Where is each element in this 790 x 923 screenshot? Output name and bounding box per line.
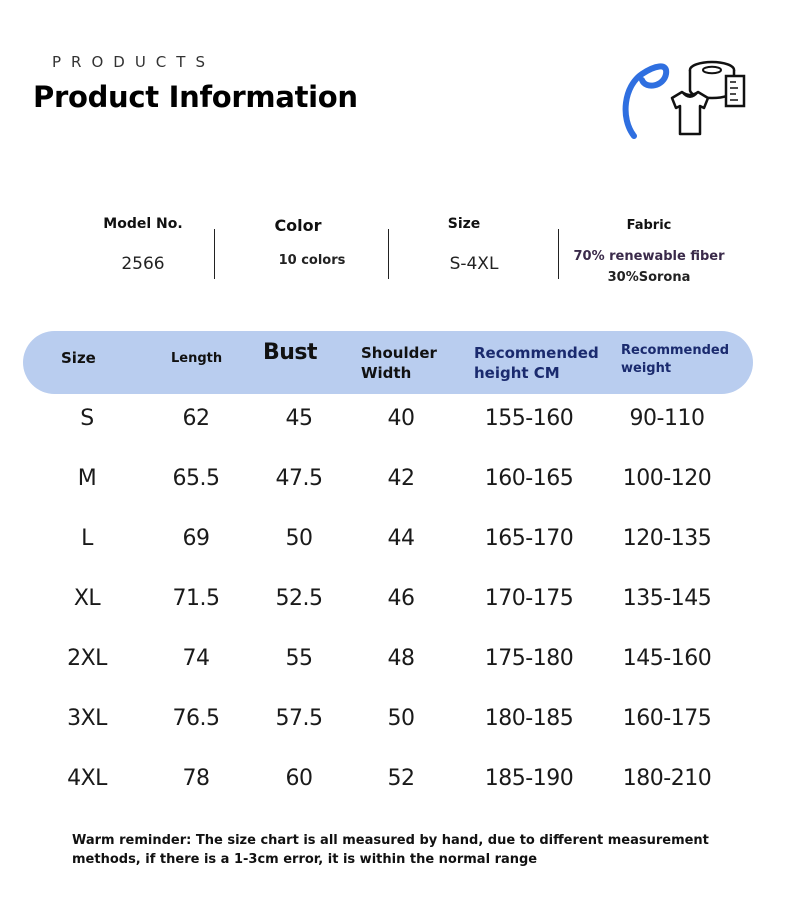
- cell-recommended-height: 175-180: [484, 646, 574, 671]
- column-header-weight-line1: Recommended: [621, 343, 730, 358]
- spec-fabric-line2: 30%Sorona: [607, 270, 691, 285]
- spec-color-label: Color: [274, 216, 322, 235]
- cell-recommended-weight: 160-175: [622, 706, 712, 731]
- spec-color-value: 10 colors: [278, 253, 346, 268]
- cell-size: XL: [73, 586, 101, 611]
- cell-size: 2XL: [67, 646, 107, 671]
- cell-shoulder-width: 42: [387, 466, 415, 491]
- cell-shoulder-width: 44: [387, 526, 415, 551]
- cell-length: 76.5: [172, 706, 220, 731]
- cell-recommended-height: 180-185: [484, 706, 574, 731]
- warm-reminder-line2: methods, if there is a 1-3cm error, it is within the normal range: [72, 852, 538, 867]
- cell-length: 74: [182, 646, 210, 671]
- cell-size: 3XL: [67, 706, 107, 731]
- spec-fabric-line1: 70% renewable fiber: [573, 249, 725, 264]
- column-header-weight-line2: weight: [621, 361, 672, 376]
- cell-shoulder-width: 52: [387, 766, 415, 791]
- cell-recommended-weight: 180-210: [622, 766, 712, 791]
- cell-bust: 55: [285, 646, 313, 671]
- spec-divider: [558, 229, 559, 279]
- tshirt-measuring-tape-icon: [620, 48, 750, 143]
- cell-size: M: [77, 466, 97, 491]
- column-header-bust: Bust: [263, 340, 318, 365]
- spec-model-label: Model No.: [103, 216, 183, 232]
- column-header-shoulder-line1: Shoulder: [361, 344, 437, 362]
- section-eyebrow: PRODUCTS: [52, 53, 215, 71]
- column-header-weight: [621, 342, 729, 378]
- cell-length: 78: [182, 766, 210, 791]
- cell-length: 69: [182, 526, 210, 551]
- cell-shoulder-width: 50: [387, 706, 415, 731]
- column-header-height-line2: height CM: [474, 364, 560, 382]
- cell-recommended-weight: 90-110: [629, 406, 705, 431]
- warm-reminder-note: [72, 831, 742, 869]
- warm-reminder-line1: Warm reminder: The size chart is all measured by hand, due to different measurement: [72, 833, 709, 848]
- spec-color: [243, 216, 353, 268]
- column-header-length: Length: [171, 351, 223, 366]
- cell-recommended-height: 165-170: [484, 526, 574, 551]
- cell-recommended-weight: 135-145: [622, 586, 712, 611]
- cell-length: 65.5: [172, 466, 220, 491]
- cell-recommended-height: 160-165: [484, 466, 574, 491]
- cell-shoulder-width: 40: [387, 406, 415, 431]
- spec-model: [88, 216, 198, 274]
- cell-bust: 57.5: [275, 706, 323, 731]
- cell-length: 62: [182, 406, 210, 431]
- cell-shoulder-width: 48: [387, 646, 415, 671]
- cell-bust: 52.5: [275, 586, 323, 611]
- cell-recommended-height: 170-175: [484, 586, 574, 611]
- column-header-size: Size: [61, 349, 96, 367]
- cell-bust: 50: [285, 526, 313, 551]
- cell-size: S: [80, 406, 94, 431]
- cell-bust: 45: [285, 406, 313, 431]
- cell-bust: 60: [285, 766, 313, 791]
- cell-bust: 47.5: [275, 466, 323, 491]
- cell-recommended-weight: 120-135: [622, 526, 712, 551]
- spec-size-value: S-4XL: [449, 254, 499, 274]
- spec-divider: [388, 229, 389, 279]
- cell-size: 4XL: [67, 766, 107, 791]
- cell-shoulder-width: 46: [387, 586, 415, 611]
- spec-model-value: 2566: [121, 254, 165, 274]
- cell-recommended-weight: 100-120: [622, 466, 712, 491]
- spec-fabric-label: Fabric: [626, 218, 672, 233]
- column-header-shoulder-line2: Width: [361, 364, 412, 382]
- cell-length: 71.5: [172, 586, 220, 611]
- spec-fabric: [566, 218, 732, 285]
- column-header-height-line1: Recommended: [474, 344, 599, 362]
- spec-divider: [214, 229, 215, 279]
- cell-size: L: [81, 526, 93, 551]
- cell-recommended-height: 155-160: [484, 406, 574, 431]
- cell-recommended-height: 185-190: [484, 766, 574, 791]
- spec-size-label: Size: [447, 216, 481, 232]
- column-header-height: [474, 343, 599, 383]
- page-title: Product Information: [33, 80, 358, 114]
- spec-size: [410, 216, 518, 274]
- cell-recommended-weight: 145-160: [622, 646, 712, 671]
- column-header-shoulder: [361, 343, 437, 383]
